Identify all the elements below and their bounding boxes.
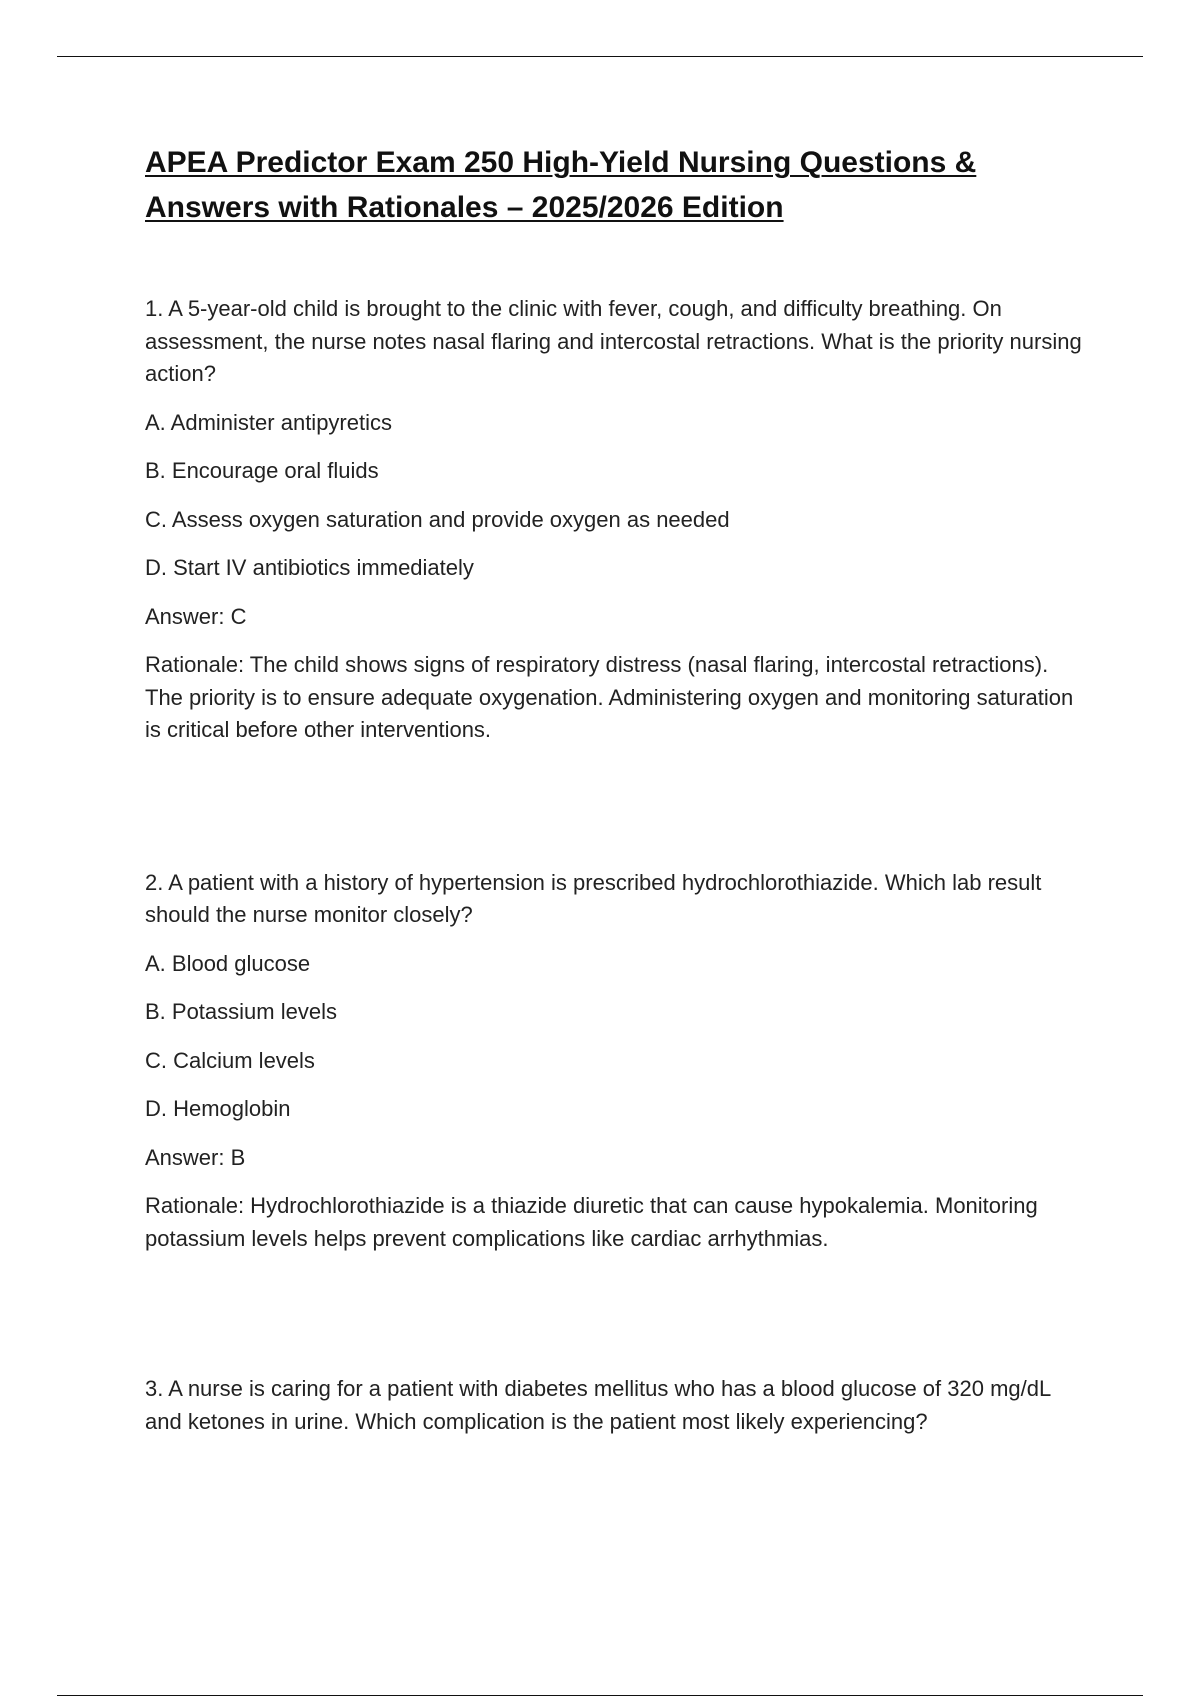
question-block xyxy=(145,867,1090,1256)
document-body xyxy=(145,140,1090,1438)
answer-option: B. Potassium levels xyxy=(145,999,337,1024)
question-text: 1. A 5-year-old child is brought to the clinic with fever, cough, and difficulty breathing. On assessment, the nurse notes nasal flaring and intercostal retractions. What is the priority nursing action? xyxy=(145,296,1082,386)
answer-option: A. Blood glucose xyxy=(145,950,311,976)
rationale: Rationale: Hydrochlorothiazide is a thiazide diuretic that can cause hypokalemia. Monitoring potassium levels helps prevent complications like cardiac arrhythmias. xyxy=(145,1193,1038,1251)
answer-key: Answer: C xyxy=(145,603,247,629)
document-title: APEA Predictor Exam 250 High-Yield Nursing Questions & Answers with Rationales – 2025/2026 Edition xyxy=(145,146,977,224)
rationale: Rationale: The child shows signs of respiratory distress (nasal flaring, intercostal retractions). The priority is to ensure adequate oxygenation. Administering oxygen and monitoring saturation is critical before other interventions. xyxy=(145,652,1074,742)
question-block xyxy=(145,293,1090,747)
answer-option: D. Hemoglobin xyxy=(145,1096,291,1121)
answer-key: Answer: B xyxy=(145,1144,246,1170)
answer-option: B. Encourage oral fluids xyxy=(145,458,379,483)
answer-option: D. Start IV antibiotics immediately xyxy=(145,555,474,580)
footer-rule xyxy=(57,1695,1143,1696)
answer-option: C. Calcium levels xyxy=(145,1047,315,1073)
answer-option: A. Administer antipyretics xyxy=(145,409,392,435)
answer-option: C. Assess oxygen saturation and provide oxygen as needed xyxy=(145,506,730,532)
question-text: 3. A nurse is caring for a patient with diabetes mellitus who has a blood glucose of 320 mg/dL and ketones in urine. Which complication is the patient most likely experiencing? xyxy=(145,1376,1051,1434)
header-rule xyxy=(57,56,1143,57)
question-block xyxy=(145,1373,1090,1438)
question-text: 2. A patient with a history of hypertension is prescribed hydrochlorothiazide. Which lab result should the nurse monitor closely? xyxy=(145,869,1042,927)
